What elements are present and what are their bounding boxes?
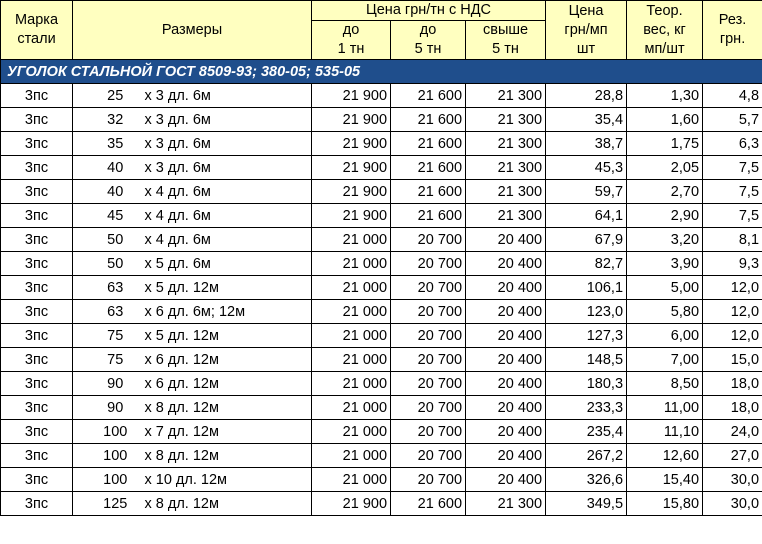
cut-price-cell: 18,0 <box>703 372 762 396</box>
price-upto-1t-cell: 21 900 <box>312 180 391 204</box>
price-upto-5t-cell: 20 700 <box>391 420 466 444</box>
price-over-5t-cell: 21 300 <box>466 204 546 228</box>
spec-cell: х 8 дл. 12м <box>143 492 312 516</box>
grade-cell: 3пс <box>1 396 73 420</box>
price-upto-5t-cell: 20 700 <box>391 228 466 252</box>
weight-cell: 15,40 <box>627 468 703 492</box>
price-per-mp-cell: 123,0 <box>546 300 627 324</box>
table-row <box>1 180 762 204</box>
spec-cell: х 3 дл. 6м <box>143 108 312 132</box>
grade-cell: 3пс <box>1 252 73 276</box>
table-row <box>1 372 762 396</box>
spec-cell: х 8 дл. 12м <box>143 396 312 420</box>
price-over-5t-cell: 20 400 <box>466 300 546 324</box>
dimensions-header: Размеры <box>73 1 312 60</box>
grade-cell: 3пс <box>1 180 73 204</box>
weight-cell: 1,30 <box>627 84 703 108</box>
grade-cell: 3пс <box>1 84 73 108</box>
section-title-row <box>1 60 762 84</box>
cut-price-cell: 27,0 <box>703 444 762 468</box>
price-upto-5t-cell: 20 700 <box>391 468 466 492</box>
spec-cell: х 6 дл. 12м <box>143 372 312 396</box>
table-row <box>1 444 762 468</box>
price-over-5t-cell: 20 400 <box>466 276 546 300</box>
grade-cell: 3пс <box>1 276 73 300</box>
size-cell: 100 <box>73 444 143 468</box>
price-per-mp-cell: 67,9 <box>546 228 627 252</box>
cut-price-cell: 9,3 <box>703 252 762 276</box>
price-per-mp-cell: 349,5 <box>546 492 627 516</box>
header-row-1 <box>1 1 762 21</box>
price-upto-5t-cell: 21 600 <box>391 84 466 108</box>
spec-cell: х 4 дл. 6м <box>143 228 312 252</box>
price-upto-1t-cell: 21 900 <box>312 204 391 228</box>
table-row <box>1 396 762 420</box>
cut-price-cell: 30,0 <box>703 492 762 516</box>
size-cell: 100 <box>73 468 143 492</box>
price-upto-5t-cell: 20 700 <box>391 276 466 300</box>
price-upto-1t-cell: 21 000 <box>312 372 391 396</box>
spec-cell: х 7 дл. 12м <box>143 420 312 444</box>
price-over-5t-cell: 20 400 <box>466 420 546 444</box>
price-upto-1t-cell: 21 900 <box>312 132 391 156</box>
grade-header: Марка стали <box>1 1 73 60</box>
price-over-5t-header: свыше 5 тн <box>466 21 546 60</box>
cut-price-cell: 7,5 <box>703 180 762 204</box>
price-per-mp-cell: 235,4 <box>546 420 627 444</box>
price-upto-1t-cell: 21 000 <box>312 252 391 276</box>
size-cell: 25 <box>73 84 143 108</box>
cut-price-cell: 30,0 <box>703 468 762 492</box>
table-row <box>1 252 762 276</box>
size-cell: 90 <box>73 396 143 420</box>
spec-cell: х 6 дл. 12м <box>143 348 312 372</box>
price-per-mp-cell: 267,2 <box>546 444 627 468</box>
price-upto-5t-cell: 20 700 <box>391 444 466 468</box>
table-row <box>1 420 762 444</box>
cut-price-cell: 15,0 <box>703 348 762 372</box>
weight-cell: 3,20 <box>627 228 703 252</box>
weight-cell: 5,80 <box>627 300 703 324</box>
spec-cell: х 5 дл. 12м <box>143 324 312 348</box>
price-upto-5t-cell: 21 600 <box>391 180 466 204</box>
price-upto-5t-cell: 21 600 <box>391 492 466 516</box>
cut-price-cell: 18,0 <box>703 396 762 420</box>
price-over-5t-cell: 20 400 <box>466 324 546 348</box>
table-row <box>1 300 762 324</box>
cut-price-cell: 5,7 <box>703 108 762 132</box>
price-over-5t-cell: 21 300 <box>466 492 546 516</box>
weight-cell: 2,90 <box>627 204 703 228</box>
spec-cell: х 4 дл. 6м <box>143 180 312 204</box>
price-upto-1t-cell: 21 000 <box>312 276 391 300</box>
weight-cell: 7,00 <box>627 348 703 372</box>
price-upto-5t-cell: 21 600 <box>391 132 466 156</box>
size-cell: 75 <box>73 324 143 348</box>
price-over-5t-cell: 21 300 <box>466 108 546 132</box>
weight-cell: 5,00 <box>627 276 703 300</box>
price-per-mp-cell: 326,6 <box>546 468 627 492</box>
price-upto-5t-cell: 20 700 <box>391 396 466 420</box>
spec-cell: х 5 дл. 12м <box>143 276 312 300</box>
spec-cell: х 3 дл. 6м <box>143 156 312 180</box>
table-row <box>1 156 762 180</box>
weight-cell: 1,75 <box>627 132 703 156</box>
spec-cell: х 4 дл. 6м <box>143 204 312 228</box>
price-per-mp-cell: 35,4 <box>546 108 627 132</box>
table-row <box>1 204 762 228</box>
table-row <box>1 324 762 348</box>
price-upto-1t-cell: 21 000 <box>312 396 391 420</box>
price-per-mp-cell: 127,3 <box>546 324 627 348</box>
cut-price-cell: 8,1 <box>703 228 762 252</box>
weight-cell: 15,80 <box>627 492 703 516</box>
spec-cell: х 8 дл. 12м <box>143 444 312 468</box>
grade-cell: 3пс <box>1 300 73 324</box>
cut-price-cell: 12,0 <box>703 300 762 324</box>
grade-cell: 3пс <box>1 420 73 444</box>
price-over-5t-cell: 20 400 <box>466 252 546 276</box>
section-title: УГОЛОК СТАЛЬНОЙ ГОСТ 8509-93; 380-05; 535-05 <box>1 60 762 84</box>
size-cell: 40 <box>73 180 143 204</box>
price-group-header: Цена грн/тн с НДС <box>312 1 546 21</box>
price-over-5t-cell: 20 400 <box>466 348 546 372</box>
table-row <box>1 348 762 372</box>
grade-cell: 3пс <box>1 108 73 132</box>
price-upto-1t-cell: 21 000 <box>312 228 391 252</box>
price-per-mp-cell: 45,3 <box>546 156 627 180</box>
price-per-mp-cell: 82,7 <box>546 252 627 276</box>
price-upto-1t-cell: 21 000 <box>312 444 391 468</box>
grade-cell: 3пс <box>1 204 73 228</box>
spec-cell: х 3 дл. 6м <box>143 132 312 156</box>
price-per-mp-cell: 233,3 <box>546 396 627 420</box>
price-upto-5t-cell: 21 600 <box>391 204 466 228</box>
size-cell: 75 <box>73 348 143 372</box>
price-upto-1t-cell: 21 900 <box>312 492 391 516</box>
grade-cell: 3пс <box>1 324 73 348</box>
size-cell: 125 <box>73 492 143 516</box>
weight-cell: 2,70 <box>627 180 703 204</box>
grade-cell: 3пс <box>1 492 73 516</box>
cut-price-cell: 24,0 <box>703 420 762 444</box>
grade-cell: 3пс <box>1 132 73 156</box>
table-row <box>1 108 762 132</box>
price-per-mp-cell: 64,1 <box>546 204 627 228</box>
price-over-5t-cell: 21 300 <box>466 180 546 204</box>
price-upto-5t-cell: 20 700 <box>391 324 466 348</box>
price-upto-5t-cell: 21 600 <box>391 156 466 180</box>
cut-price-cell: 7,5 <box>703 156 762 180</box>
size-cell: 50 <box>73 252 143 276</box>
size-cell: 90 <box>73 372 143 396</box>
grade-cell: 3пс <box>1 156 73 180</box>
grade-cell: 3пс <box>1 228 73 252</box>
grade-cell: 3пс <box>1 372 73 396</box>
weight-header: Теор. вес, кг мп/шт <box>627 1 703 60</box>
price-upto-5t-cell: 20 700 <box>391 372 466 396</box>
table-row <box>1 84 762 108</box>
cut-price-cell: 7,5 <box>703 204 762 228</box>
size-cell: 63 <box>73 300 143 324</box>
price-upto-1t-header: до 1 тн <box>312 21 391 60</box>
cut-price-cell: 6,3 <box>703 132 762 156</box>
price-upto-1t-cell: 21 000 <box>312 348 391 372</box>
price-per-mp-cell: 28,8 <box>546 84 627 108</box>
grade-cell: 3пс <box>1 444 73 468</box>
weight-cell: 11,10 <box>627 420 703 444</box>
weight-cell: 12,60 <box>627 444 703 468</box>
price-per-mp-cell: 180,3 <box>546 372 627 396</box>
size-cell: 40 <box>73 156 143 180</box>
price-upto-5t-cell: 21 600 <box>391 108 466 132</box>
size-cell: 63 <box>73 276 143 300</box>
table-row <box>1 276 762 300</box>
price-over-5t-cell: 21 300 <box>466 84 546 108</box>
price-over-5t-cell: 21 300 <box>466 156 546 180</box>
weight-cell: 8,50 <box>627 372 703 396</box>
price-per-mp-cell: 38,7 <box>546 132 627 156</box>
cut-header: Рез. грн. <box>703 1 762 60</box>
grade-cell: 3пс <box>1 348 73 372</box>
price-per-mp-cell: 106,1 <box>546 276 627 300</box>
price-upto-1t-cell: 21 900 <box>312 156 391 180</box>
weight-cell: 6,00 <box>627 324 703 348</box>
table-row <box>1 468 762 492</box>
size-cell: 45 <box>73 204 143 228</box>
table-row <box>1 132 762 156</box>
price-per-mp-cell: 59,7 <box>546 180 627 204</box>
weight-cell: 11,00 <box>627 396 703 420</box>
cut-price-cell: 12,0 <box>703 324 762 348</box>
price-over-5t-cell: 20 400 <box>466 468 546 492</box>
price-over-5t-cell: 20 400 <box>466 228 546 252</box>
spec-cell: х 5 дл. 6м <box>143 252 312 276</box>
price-upto-5t-cell: 20 700 <box>391 252 466 276</box>
spec-cell: х 3 дл. 6м <box>143 84 312 108</box>
table-row <box>1 492 762 516</box>
cut-price-cell: 12,0 <box>703 276 762 300</box>
spec-cell: х 6 дл. 6м; 12м <box>143 300 312 324</box>
price-per-mp-cell: 148,5 <box>546 348 627 372</box>
price-over-5t-cell: 20 400 <box>466 444 546 468</box>
price-upto-5t-header: до 5 тн <box>391 21 466 60</box>
grade-cell: 3пс <box>1 468 73 492</box>
weight-cell: 3,90 <box>627 252 703 276</box>
price-over-5t-cell: 21 300 <box>466 132 546 156</box>
price-upto-5t-cell: 20 700 <box>391 300 466 324</box>
price-over-5t-cell: 20 400 <box>466 396 546 420</box>
price-upto-1t-cell: 21 000 <box>312 300 391 324</box>
size-cell: 100 <box>73 420 143 444</box>
size-cell: 32 <box>73 108 143 132</box>
price-upto-1t-cell: 21 000 <box>312 420 391 444</box>
weight-cell: 1,60 <box>627 108 703 132</box>
price-over-5t-cell: 20 400 <box>466 372 546 396</box>
price-upto-1t-cell: 21 000 <box>312 468 391 492</box>
price-upto-1t-cell: 21 900 <box>312 84 391 108</box>
cut-price-cell: 4,8 <box>703 84 762 108</box>
size-cell: 50 <box>73 228 143 252</box>
price-upto-5t-cell: 20 700 <box>391 348 466 372</box>
price-mp-header: Цена грн/мп шт <box>546 1 627 60</box>
size-cell: 35 <box>73 132 143 156</box>
spec-cell: х 10 дл. 12м <box>143 468 312 492</box>
price-upto-1t-cell: 21 900 <box>312 108 391 132</box>
weight-cell: 2,05 <box>627 156 703 180</box>
price-upto-1t-cell: 21 000 <box>312 324 391 348</box>
table-row <box>1 228 762 252</box>
